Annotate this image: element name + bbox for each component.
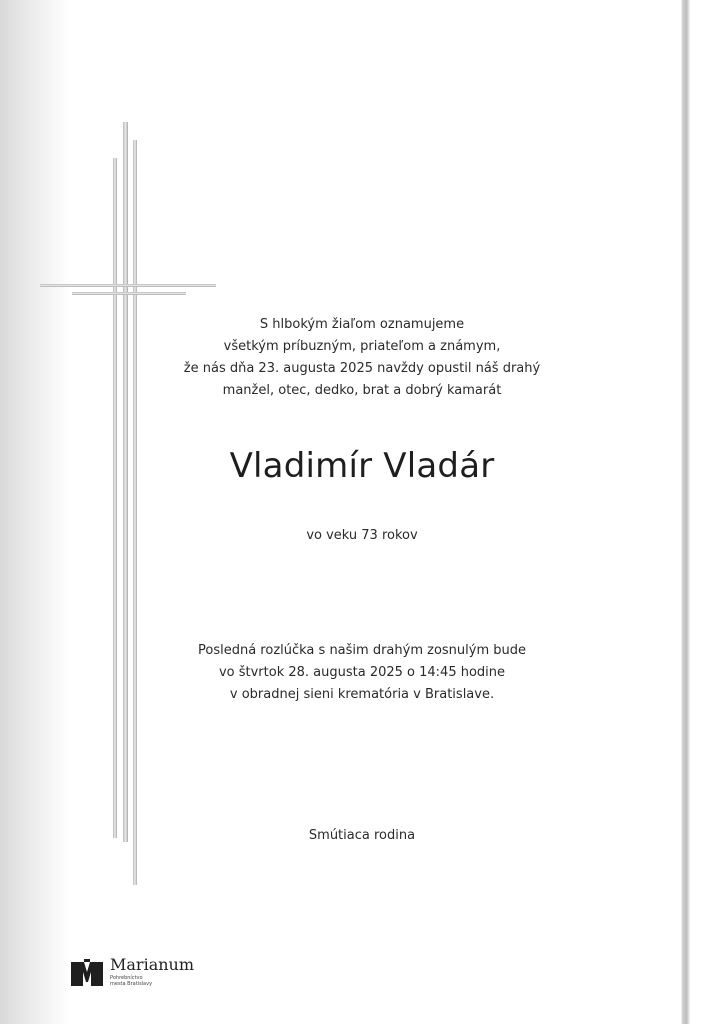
marianum-logo	[70, 954, 210, 994]
logo-subtitle: mesta Bratislavy	[110, 981, 153, 987]
intro-line: S hlbokým žiaľom oznamujeme	[259, 317, 465, 332]
signature: Smútiaca rodina	[308, 828, 416, 843]
intro-line: že nás dňa 23. augusta 2025 navždy opustil náš drahý	[183, 361, 541, 376]
farewell-line: Posledná rozlúčka s našim drahým zosnulým bude	[198, 643, 526, 658]
intro-line: všetkým príbuzným, priateľom a známym,	[223, 339, 501, 354]
announcement-intro	[120, 314, 604, 402]
farewell-details	[120, 640, 604, 706]
farewell-line: v obradnej sieni krematória v Bratislave.	[229, 687, 495, 702]
logo-subtitle: Pohrebníctvo	[110, 975, 143, 981]
deceased-name: Vladimír Vladár	[229, 446, 495, 486]
marianum-logo-icon	[70, 958, 104, 988]
intro-line: manžel, otec, dedko, brat a dobrý kamarát	[222, 383, 502, 398]
logo-name: Marianum	[110, 955, 195, 974]
deceased-age: vo veku 73 rokov	[306, 528, 418, 543]
farewell-line: vo štvrtok 28. augusta 2025 o 14:45 hodine	[218, 665, 506, 680]
